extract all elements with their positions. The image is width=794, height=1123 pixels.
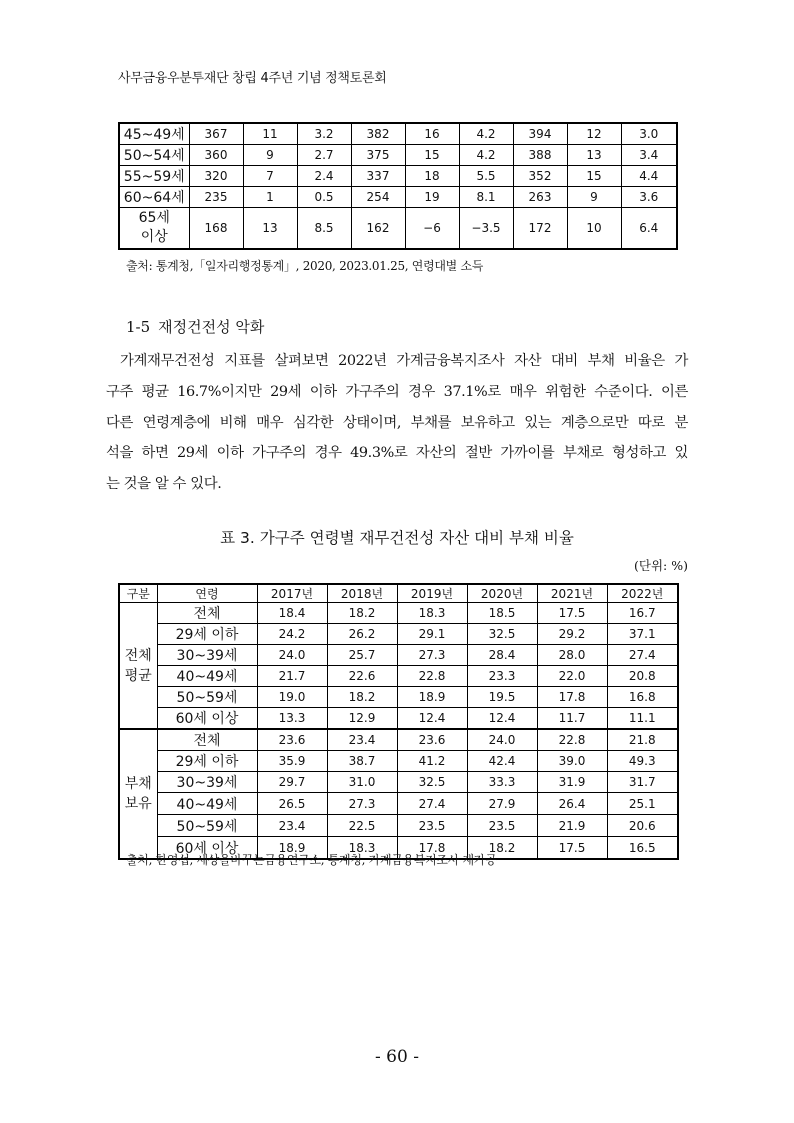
paragraph-line: 는 것을 알 수 있다. — [106, 476, 222, 493]
table-cell: 360 — [189, 145, 243, 166]
table-cell: 18 — [405, 166, 459, 187]
table-cell: 49.3 — [607, 751, 678, 772]
body-paragraph — [106, 346, 688, 500]
table-cell: 24.0 — [257, 645, 327, 666]
table-cell: 3.2 — [297, 123, 351, 145]
paragraph-line: 구주 평균 16.7%이지만 29세 이하 가구주의 경우 37.1%로 매우 위험한 수준이다. 이른 — [106, 383, 688, 400]
table-cell: 18.3 — [327, 837, 397, 860]
group-label-line: 전체 — [124, 647, 152, 664]
table-cell: 27.4 — [607, 645, 678, 666]
table-header-row — [119, 584, 678, 603]
age-label: 30~39세 — [157, 772, 257, 793]
table-cell: 23.5 — [467, 815, 537, 837]
table-cell: 27.3 — [327, 793, 397, 815]
column-header: 2020년 — [467, 584, 537, 603]
table-cell: 320 — [189, 166, 243, 187]
table-cell: 26.4 — [537, 793, 607, 815]
table-row — [119, 187, 677, 208]
table-unit: (단위: %) — [634, 558, 688, 573]
table-cell: 23.4 — [257, 815, 327, 837]
table-cell: 18.9 — [257, 837, 327, 860]
table-cell: 16.8 — [607, 687, 678, 708]
table-cell: 29.2 — [537, 624, 607, 645]
row-label — [119, 208, 189, 250]
table-cell: 162 — [351, 208, 405, 250]
column-header: 2021년 — [537, 584, 607, 603]
table-cell: 32.5 — [397, 772, 467, 793]
table-cell: 16 — [405, 123, 459, 145]
table-row — [119, 751, 678, 772]
age-label: 60세 이상 — [157, 708, 257, 730]
page-number: - 60 - — [375, 1047, 419, 1067]
age-label: 60세 이상 — [157, 837, 257, 860]
table-cell: 172 — [513, 208, 567, 250]
table-cell: 17.5 — [537, 603, 607, 624]
table-cell: 235 — [189, 187, 243, 208]
group-label — [119, 729, 157, 859]
paragraph-line: 석을 하면 29세 이하 가구주의 경우 49.3%로 자산의 절반 가까이를 부채로 형성하고 있 — [106, 445, 688, 462]
table-cell: 25.7 — [327, 645, 397, 666]
table-row — [119, 687, 678, 708]
table-cell: 31.7 — [607, 772, 678, 793]
table-cell: 9 — [567, 187, 621, 208]
table-cell: 24.0 — [467, 729, 537, 751]
table-cell: 20.6 — [607, 815, 678, 837]
table-cell: 12 — [567, 123, 621, 145]
table-row — [119, 729, 678, 751]
table-cell: −6 — [405, 208, 459, 250]
table-source-note: 출처: 통계청,「일자리행정통계」, 2020, 2023.01.25, 연령대별 소득 — [126, 259, 484, 273]
table-cell: 2.4 — [297, 166, 351, 187]
group-label-line: 보유 — [124, 796, 152, 812]
table-cell: 15 — [567, 166, 621, 187]
table-cell: 19 — [405, 187, 459, 208]
table-cell: 37.1 — [607, 624, 678, 645]
table-cell: 3.4 — [621, 145, 677, 166]
column-header: 2019년 — [397, 584, 467, 603]
table-cell: 18.3 — [397, 603, 467, 624]
row-label: 45~49세 — [119, 123, 189, 145]
table-cell: 11.7 — [537, 708, 607, 730]
table-row — [119, 624, 678, 645]
table-cell: 8.5 — [297, 208, 351, 250]
table-row — [119, 123, 677, 145]
table-cell: 22.6 — [327, 666, 397, 687]
table-cell: 12.4 — [397, 708, 467, 730]
table-cell: 16.7 — [607, 603, 678, 624]
table-row — [119, 666, 678, 687]
table-cell: 22.8 — [537, 729, 607, 751]
table-cell: 23.6 — [257, 729, 327, 751]
table-cell: 29.1 — [397, 624, 467, 645]
table-cell: 28.4 — [467, 645, 537, 666]
age-label: 29세 이하 — [157, 751, 257, 772]
page-header: 사무금융우분투재단 창립 4주년 기념 정책토론회 — [118, 71, 387, 86]
table-cell: 16.5 — [607, 837, 678, 860]
table-cell: 23.6 — [397, 729, 467, 751]
table-cell: 388 — [513, 145, 567, 166]
paragraph-line: 가계재무건전성 지표를 살펴보면 2022년 가계금융복지조사 자산 대비 부채 비율은 가 — [120, 353, 688, 369]
table-cell: 23.4 — [327, 729, 397, 751]
table-cell: 367 — [189, 123, 243, 145]
table-cell: 11 — [243, 123, 297, 145]
table-cell: 9 — [243, 145, 297, 166]
age-label: 30~39세 — [157, 645, 257, 666]
table-row — [119, 645, 678, 666]
table-row — [119, 772, 678, 793]
age-label: 29세 이하 — [157, 624, 257, 645]
section-heading — [126, 316, 264, 337]
table-cell: 394 — [513, 123, 567, 145]
table-cell: 382 — [351, 123, 405, 145]
table-cell: 18.9 — [397, 687, 467, 708]
table-source-note: 출처, 한영섭, 세상을바꾸는금융연구소, 통계청, 가계금융복지조사 재가공 — [126, 853, 497, 867]
table-cell: 168 — [189, 208, 243, 250]
table-cell: 32.5 — [467, 624, 537, 645]
table-cell: 4.2 — [459, 123, 513, 145]
table-cell: 42.4 — [467, 751, 537, 772]
table-cell: 19.0 — [257, 687, 327, 708]
table-cell: 41.2 — [397, 751, 467, 772]
section-number: 1-5 — [126, 318, 151, 336]
age-label: 50~59세 — [157, 687, 257, 708]
table-cell: 26.5 — [257, 793, 327, 815]
row-label-line: 65세 — [138, 210, 170, 226]
age-label: 50~59세 — [157, 815, 257, 837]
table-cell: 6.4 — [621, 208, 677, 250]
table-cell: 17.8 — [397, 837, 467, 860]
table-row — [119, 603, 678, 624]
table-cell: 7 — [243, 166, 297, 187]
table-cell: 22.5 — [327, 815, 397, 837]
debt-ratio-table — [118, 583, 679, 860]
table-cell: −3.5 — [459, 208, 513, 250]
table-cell: 39.0 — [537, 751, 607, 772]
table-cell: 23.3 — [467, 666, 537, 687]
table-cell: 5.5 — [459, 166, 513, 187]
row-label: 60~64세 — [119, 187, 189, 208]
age-label: 전체 — [157, 603, 257, 624]
table-row — [119, 708, 678, 730]
table-cell: 375 — [351, 145, 405, 166]
column-header: 2018년 — [327, 584, 397, 603]
column-header: 연령 — [157, 584, 257, 603]
table-cell: 24.2 — [257, 624, 327, 645]
table-cell: 19.5 — [467, 687, 537, 708]
table-cell: 13 — [243, 208, 297, 250]
table-cell: 12.9 — [327, 708, 397, 730]
table-cell: 35.9 — [257, 751, 327, 772]
table-cell: 28.0 — [537, 645, 607, 666]
column-header: 2022년 — [607, 584, 678, 603]
table-cell: 10 — [567, 208, 621, 250]
table-row — [119, 166, 677, 187]
table-row — [119, 145, 677, 166]
row-label: 55~59세 — [119, 166, 189, 187]
income-table-continued — [118, 122, 678, 250]
table-cell: 8.1 — [459, 187, 513, 208]
row-label-line: 이상 — [140, 229, 168, 245]
table-cell: 25.1 — [607, 793, 678, 815]
table-row — [119, 793, 678, 815]
table-row — [119, 815, 678, 837]
table-cell: 3.6 — [621, 187, 677, 208]
table-cell: 12.4 — [467, 708, 537, 730]
table-title: 표 3. 가구주 연령별 재무건전성 자산 대비 부채 비율 — [220, 529, 574, 547]
table-cell: 21.7 — [257, 666, 327, 687]
table-cell: 33.3 — [467, 772, 537, 793]
table-cell: 0.5 — [297, 187, 351, 208]
table-cell: 18.2 — [327, 687, 397, 708]
table-cell: 38.7 — [327, 751, 397, 772]
table-cell: 3.0 — [621, 123, 677, 145]
paragraph-line: 다른 연령계층에 비해 매우 심각한 상태이며, 부채를 보유하고 있는 계층으로만 따로 분 — [106, 414, 688, 431]
table-row — [119, 208, 677, 250]
table-cell: 13.3 — [257, 708, 327, 730]
age-label: 40~49세 — [157, 793, 257, 815]
table-cell: 26.2 — [327, 624, 397, 645]
table-cell: 352 — [513, 166, 567, 187]
table-cell: 31.0 — [327, 772, 397, 793]
column-header: 2017년 — [257, 584, 327, 603]
column-header: 구분 — [119, 584, 157, 603]
table-cell: 22.0 — [537, 666, 607, 687]
table-cell: 263 — [513, 187, 567, 208]
table-cell: 27.9 — [467, 793, 537, 815]
table-cell: 18.4 — [257, 603, 327, 624]
table-cell: 21.8 — [607, 729, 678, 751]
table-cell: 18.5 — [467, 603, 537, 624]
table-cell: 1 — [243, 187, 297, 208]
table-cell: 27.3 — [397, 645, 467, 666]
row-label: 50~54세 — [119, 145, 189, 166]
table-cell: 11.1 — [607, 708, 678, 730]
table-cell: 17.8 — [537, 687, 607, 708]
table-cell: 13 — [567, 145, 621, 166]
table-cell: 2.7 — [297, 145, 351, 166]
table-cell: 4.4 — [621, 166, 677, 187]
table-cell: 15 — [405, 145, 459, 166]
table-cell: 18.2 — [327, 603, 397, 624]
table-cell: 4.2 — [459, 145, 513, 166]
age-label: 40~49세 — [157, 666, 257, 687]
table-cell: 337 — [351, 166, 405, 187]
group-label — [119, 603, 157, 730]
table-cell: 27.4 — [397, 793, 467, 815]
age-label: 전체 — [157, 729, 257, 751]
table-cell: 18.2 — [467, 837, 537, 860]
table-cell: 31.9 — [537, 772, 607, 793]
table-cell: 254 — [351, 187, 405, 208]
table-cell: 23.5 — [397, 815, 467, 837]
group-label-line: 부채 — [124, 776, 152, 792]
table-cell: 22.8 — [397, 666, 467, 687]
table-cell: 21.9 — [537, 815, 607, 837]
table-cell: 29.7 — [257, 772, 327, 793]
section-title: 재정건전성 악화 — [158, 318, 265, 336]
group-label-line: 평균 — [124, 667, 152, 684]
table-cell: 17.5 — [537, 837, 607, 860]
table-cell: 20.8 — [607, 666, 678, 687]
